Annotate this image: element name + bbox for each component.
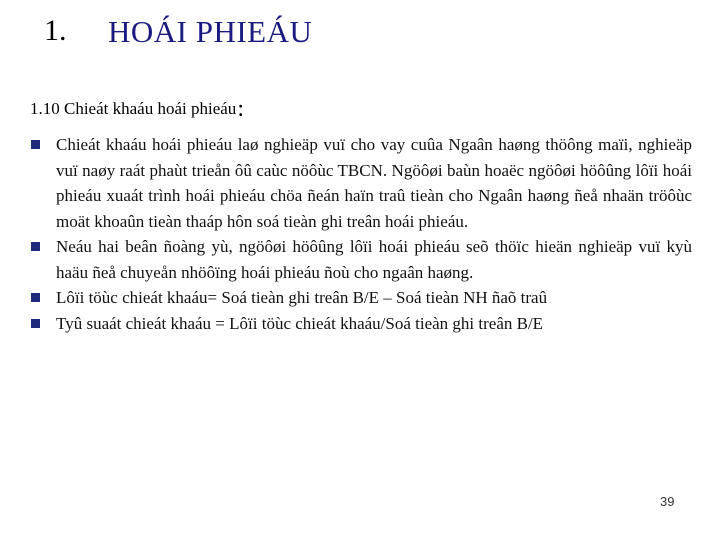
bullet-item [30, 285, 692, 311]
title-number: 1. [44, 14, 67, 47]
bullet-text: Chieát khaáu hoái phieáu laø nghieäp vuï cho vay cuûa Ngaân haøng thöông maïi, nghieäp vuï naøy raát phaùt trieån ôû caùc nöôùc TBCN. Ngöôøi baùn hoaëc ngöôøi höôûng lôïi hoái phieáu xuaát trình hoái phieáu chöa ñeán haïn traû tieàn cho Ngaân haøng ñeå nhaän tröôùc moät khoaûn tieàn thaáp hôn soá tieàn ghi treân hoái phieáu. [56, 135, 692, 231]
subheading-text: 1.10 Chieát khaáu hoái phieáu [30, 99, 237, 118]
square-bullet-icon [30, 311, 56, 337]
subheading-colon: : [237, 96, 244, 122]
page-number: 39 [660, 494, 675, 509]
bullet-list [30, 132, 692, 336]
bullet-item [30, 311, 692, 337]
bullet-text: Neáu hai beân ñoàng yù, ngöôøi höôûng lôïi hoái phieáu seõ thöïc hieän nghieäp vuï kyù haäu ñeå chuyeån nhöôïng hoái phieáu ñoù cho ngaân haøng. [56, 237, 692, 282]
square-bullet-icon [30, 234, 56, 260]
slide-title: HOÁI PHIEÁU [108, 14, 313, 49]
bullet-text: Lôïi töùc chieát khaáu= Soá tieàn ghi treân B/E – Soá tieàn NH ñaõ traû [56, 288, 548, 307]
bullet-item [30, 132, 692, 234]
bullet-item [30, 234, 692, 285]
bullet-text: Tyû suaát chieát khaáu = Lôïi töùc chieát khaáu/Soá tieàn ghi treân B/E [56, 313, 544, 333]
section-subheading [30, 96, 244, 123]
square-bullet-icon [30, 132, 56, 158]
square-bullet-icon [30, 285, 56, 311]
